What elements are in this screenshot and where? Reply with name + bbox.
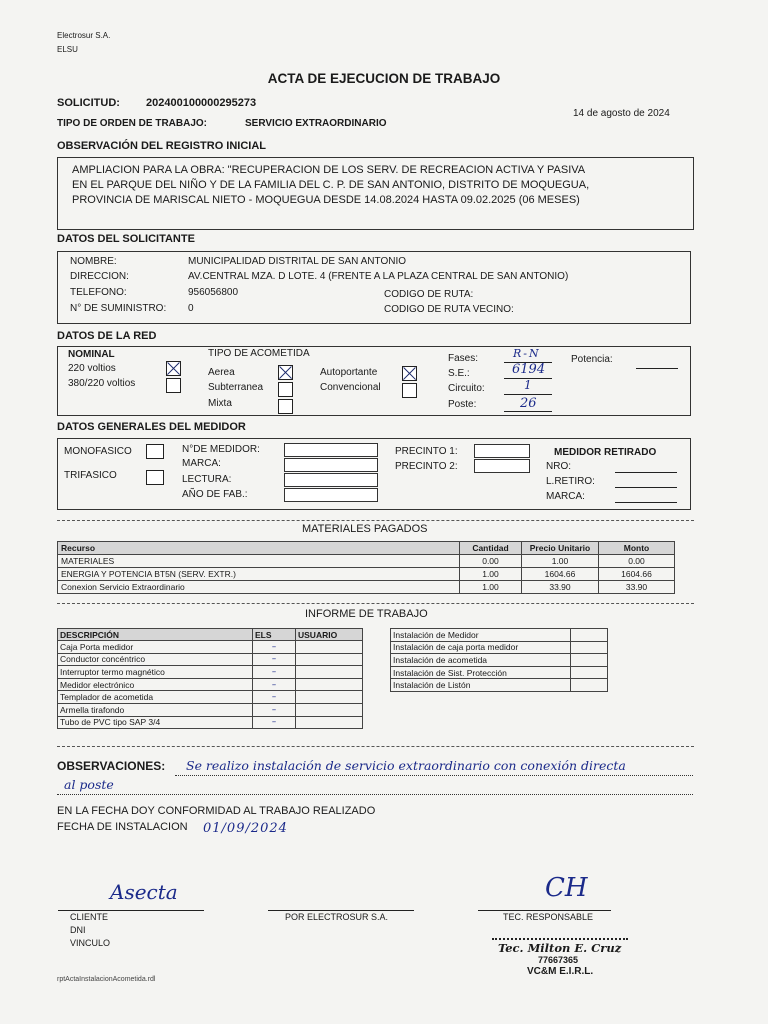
instalacion-table xyxy=(390,628,608,692)
nominal-label: NOMINAL xyxy=(68,349,115,360)
cell: ENERGIA Y POTENCIA BT5N (SERV. EXTR.) xyxy=(58,568,460,581)
v380-checkbox[interactable] xyxy=(166,378,181,393)
cell: – xyxy=(253,653,296,666)
marca-field[interactable] xyxy=(284,458,378,472)
acometida-label: TIPO DE ACOMETIDA xyxy=(208,348,310,359)
observacion-line: EN EL PARQUE DEL NIÑO Y DE LA FAMILIA DEL C. P. DE SAN ANTONIO, DISTRITO DE MOQUEGUA, xyxy=(72,179,590,191)
table-row xyxy=(58,568,675,581)
tecnico-sign-line xyxy=(478,910,611,911)
trifasico-label: TRIFASICO xyxy=(64,470,117,481)
table-row xyxy=(58,716,363,729)
table-row xyxy=(391,641,608,654)
stamp-number: 77667365 xyxy=(538,955,579,965)
cell xyxy=(296,691,363,704)
lectura-field[interactable] xyxy=(284,473,378,487)
marca-retirado-line xyxy=(615,502,677,503)
cell: Tubo de PVC tipo SAP 3/4 xyxy=(58,716,253,729)
aerea-checkbox[interactable] xyxy=(278,365,293,380)
stamp-name: Tec. Milton E. Cruz xyxy=(498,941,622,955)
tecnico-signature: CH xyxy=(545,873,588,903)
tipo-orden-label: TIPO DE ORDEN DE TRABAJO: xyxy=(57,118,208,129)
cell: 1.00 xyxy=(460,568,522,581)
cell: Instalación de acometida xyxy=(391,654,571,667)
fases-value: R-N xyxy=(513,347,541,360)
cliente-label: CLIENTE xyxy=(70,912,109,922)
se-value: 6194 xyxy=(512,362,546,377)
ruta-label: CODIGO DE RUTA: xyxy=(384,289,474,300)
convencional-label: Convencional xyxy=(320,382,381,393)
fecha-instalacion-value: 01/09/2024 xyxy=(203,821,288,836)
cell: – xyxy=(253,666,296,679)
precinto1-label: PRECINTO 1: xyxy=(395,446,458,457)
cliente-signature: Asecta xyxy=(110,880,178,904)
nro-label: NRO: xyxy=(546,461,571,472)
cell: 1.00 xyxy=(522,555,599,568)
vinculo-label: VINCULO xyxy=(70,938,111,948)
direccion-value: AV.CENTRAL MZA. D LOTE. 4 (FRENTE A LA PLAZA CENTRAL DE SAN ANTONIO) xyxy=(188,271,569,282)
table-row xyxy=(391,666,608,679)
anio-label: AÑO DE FAB.: xyxy=(182,489,248,500)
cell: Conductor concéntrico xyxy=(58,653,253,666)
potencia-label: Potencia: xyxy=(571,354,613,365)
table-header-row xyxy=(58,542,675,555)
cell xyxy=(296,678,363,691)
table-row xyxy=(58,581,675,594)
cell: Instalación de Sist. Protección xyxy=(391,666,571,679)
page-title: ACTA DE EJECUCION DE TRABAJO xyxy=(267,71,501,86)
materiales-table xyxy=(57,541,675,594)
table-row xyxy=(58,653,363,666)
column-header: Cantidad xyxy=(460,542,522,555)
tipo-orden-value: SERVICIO EXTRAORDINARIO xyxy=(245,118,387,129)
column-header: ELS xyxy=(253,629,296,641)
dni-label: DNI xyxy=(70,925,86,935)
stamp-dots xyxy=(492,938,628,940)
circuito-label: Circuito: xyxy=(448,383,485,394)
nombre-value: MUNICIPALIDAD DISTRITAL DE SAN ANTONIO xyxy=(188,256,406,267)
cell: 0.00 xyxy=(599,555,675,568)
table-row xyxy=(58,691,363,704)
stamp-company: VC&M E.I.R.L. xyxy=(527,966,594,977)
column-header: Precio Unitario xyxy=(522,542,599,555)
suministro-label: N° DE SUMINISTRO: xyxy=(70,303,167,314)
column-header: Monto xyxy=(599,542,675,555)
convencional-checkbox[interactable] xyxy=(402,383,417,398)
table-row xyxy=(58,555,675,568)
cell xyxy=(571,641,608,654)
cell xyxy=(296,641,363,654)
nro-medidor-field[interactable] xyxy=(284,443,378,457)
nro-medidor-label: N°DE MEDIDOR: xyxy=(182,444,260,455)
telefono-value: 956056800 xyxy=(188,287,239,298)
table-row xyxy=(58,703,363,716)
cell xyxy=(571,679,608,692)
cell: 1604.66 xyxy=(599,568,675,581)
table-header-row xyxy=(58,629,363,641)
solicitud-value: 202400100000295273 xyxy=(146,97,257,109)
medidor-box xyxy=(57,438,691,510)
medidor-retirado-heading: MEDIDOR RETIRADO xyxy=(554,447,657,458)
informe-table xyxy=(57,628,363,729)
nro-line xyxy=(615,472,677,473)
se-label: S.E.: xyxy=(448,368,470,379)
company-code: ELSU xyxy=(57,45,78,54)
electrosur-label: POR ELECTROSUR S.A. xyxy=(285,912,389,922)
cell: – xyxy=(253,691,296,704)
direccion-label: DIRECCION: xyxy=(70,271,129,282)
observacion-box xyxy=(57,157,694,230)
cell: 33.90 xyxy=(522,581,599,594)
aerea-label: Aerea xyxy=(208,367,235,378)
autoportante-checkbox[interactable] xyxy=(402,366,417,381)
lretiro-label: L.RETIRO: xyxy=(546,476,595,487)
cell xyxy=(296,653,363,666)
subterranea-checkbox[interactable] xyxy=(278,382,293,397)
v220-checkbox[interactable] xyxy=(166,361,181,376)
monofasico-checkbox[interactable] xyxy=(146,444,164,459)
poste-value: 26 xyxy=(520,396,537,411)
lretiro-line xyxy=(615,487,677,488)
cell: 0.00 xyxy=(460,555,522,568)
lectura-label: LECTURA: xyxy=(182,474,232,485)
cell xyxy=(571,654,608,667)
fecha-instalacion-label: FECHA DE INSTALACION xyxy=(57,821,188,833)
solicitante-box xyxy=(57,251,691,324)
observacion-line: PROVINCIA DE MARISCAL NIETO - MOQUEGUA DESDE 14.08.2024 HASTA 09.02.2025 (06 MESES) xyxy=(72,194,580,206)
cell: Instalación de Listón xyxy=(391,679,571,692)
cell: 1.00 xyxy=(460,581,522,594)
informe-heading: INFORME DE TRABAJO xyxy=(305,608,428,620)
document-date: 14 de agosto de 2024 xyxy=(573,108,670,119)
column-header: DESCRIPCIÓN xyxy=(58,629,253,641)
mixta-checkbox[interactable] xyxy=(278,399,293,414)
conformidad-text: EN LA FECHA DOY CONFORMIDAD AL TRABAJO REALIZADO xyxy=(57,805,376,817)
v380-label: 380/220 voltios xyxy=(68,378,136,389)
observaciones-label: OBSERVACIONES: xyxy=(57,759,166,773)
red-heading: DATOS DE LA RED xyxy=(57,330,157,342)
v220-label: 220 voltios xyxy=(68,363,116,374)
cell xyxy=(296,703,363,716)
column-header: USUARIO xyxy=(296,629,363,641)
table-row xyxy=(58,678,363,691)
potencia-line xyxy=(636,368,678,369)
circuito-value: 1 xyxy=(524,378,532,392)
observaciones-text-line1: Se realizo instalación de servicio extraordinario con conexión directa xyxy=(186,758,626,773)
cell: – xyxy=(253,641,296,654)
divider xyxy=(57,603,694,604)
cell: – xyxy=(253,678,296,691)
anio-field[interactable] xyxy=(284,488,378,502)
ruta-vecino-label: CODIGO DE RUTA VECINO: xyxy=(384,304,514,315)
cell: Instalación de Medidor xyxy=(391,629,571,642)
report-name: rptActaInstalacionAcometida.rdl xyxy=(57,976,156,983)
marca-retirado-label: MARCA: xyxy=(546,491,585,502)
cell: MATERIALES xyxy=(58,555,460,568)
cell: Templador de acometida xyxy=(58,691,253,704)
marca-label: MARCA: xyxy=(182,458,221,469)
table-row xyxy=(391,629,608,642)
trifasico-checkbox[interactable] xyxy=(146,470,164,485)
autoportante-label: Autoportante xyxy=(320,367,378,378)
cell xyxy=(296,666,363,679)
cell: Conexion Servicio Extraordinario xyxy=(58,581,460,594)
solicitud-label: SOLICITUD: xyxy=(57,97,120,109)
poste-label: Poste: xyxy=(448,399,477,410)
fases-label: Fases: xyxy=(448,353,479,364)
mixta-label: Mixta xyxy=(208,398,232,409)
cell xyxy=(571,629,608,642)
nombre-label: NOMBRE: xyxy=(70,256,117,267)
precinto2-label: PRECINTO 2: xyxy=(395,461,458,472)
cell: Instalación de caja porta medidor xyxy=(391,641,571,654)
cell: Armella tirafondo xyxy=(58,703,253,716)
telefono-label: TELEFONO: xyxy=(70,287,127,298)
cell: Interruptor termo magnético xyxy=(58,666,253,679)
table-row xyxy=(391,679,608,692)
poste-line xyxy=(504,411,552,412)
divider xyxy=(57,746,694,747)
cell: Medidor electrónico xyxy=(58,678,253,691)
company-name: Electrosur S.A. xyxy=(57,31,111,40)
red-box xyxy=(57,346,691,416)
observaciones-line xyxy=(175,775,693,776)
subterranea-label: Subterranea xyxy=(208,382,264,393)
observacion-heading: OBSERVACIÓN DEL REGISTRO INICIAL xyxy=(57,140,267,152)
monofasico-label: MONOFASICO xyxy=(64,446,132,457)
cell: 33.90 xyxy=(599,581,675,594)
suministro-value: 0 xyxy=(188,303,194,314)
cell xyxy=(296,716,363,729)
materiales-heading: MATERIALES PAGADOS xyxy=(302,523,428,535)
observaciones-text-line2: al poste xyxy=(64,777,114,792)
cell: – xyxy=(253,703,296,716)
cell: Caja Porta medidor xyxy=(58,641,253,654)
tecnico-label: TEC. RESPONSABLE xyxy=(503,912,594,922)
column-header: Recurso xyxy=(58,542,460,555)
cell xyxy=(571,666,608,679)
solicitante-heading: DATOS DEL SOLICITANTE xyxy=(57,233,195,245)
medidor-heading: DATOS GENERALES DEL MEDIDOR xyxy=(57,421,246,433)
divider xyxy=(57,520,694,521)
cliente-sign-line xyxy=(58,910,204,911)
table-row xyxy=(391,654,608,667)
precinto2-field[interactable] xyxy=(474,459,530,473)
precinto1-field[interactable] xyxy=(474,444,530,458)
cell: 1604.66 xyxy=(522,568,599,581)
electrosur-sign-line xyxy=(268,910,414,911)
cell: – xyxy=(253,716,296,729)
table-row xyxy=(58,666,363,679)
observaciones-line xyxy=(57,794,693,795)
observacion-line: AMPLIACION PARA LA OBRA: "RECUPERACION DE LOS SERV. DE RECREACION ACTIVA Y PASIVA xyxy=(72,164,586,176)
table-row xyxy=(58,641,363,654)
circuito-line xyxy=(504,394,552,395)
